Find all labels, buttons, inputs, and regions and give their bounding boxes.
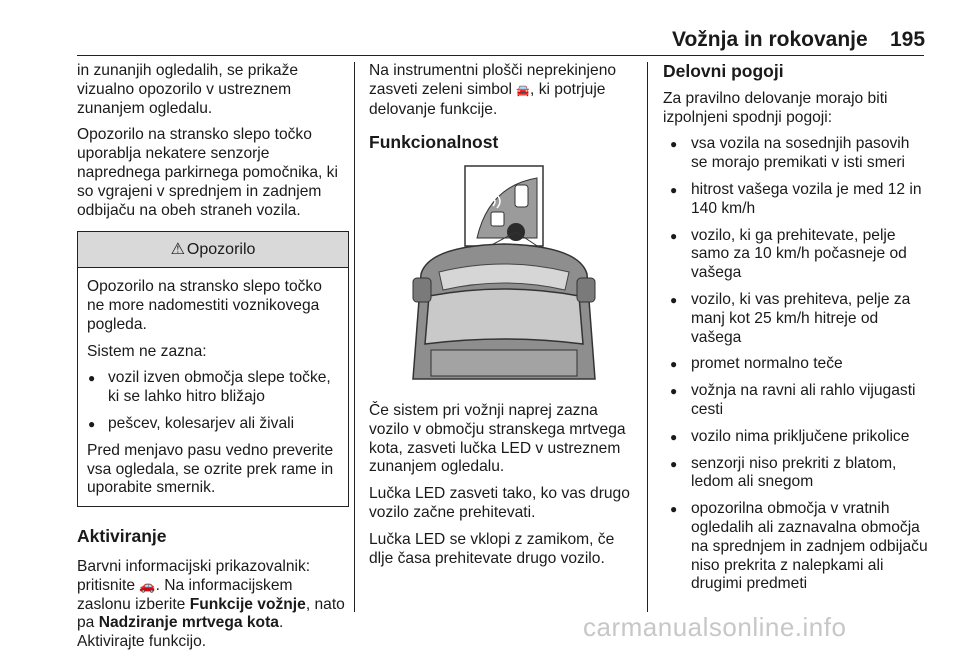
warning-text: Sistem ne zazna:: [87, 342, 207, 360]
warning-header: [78, 232, 348, 268]
warning-list: [87, 369, 342, 433]
list-item: ● vozilo nima priključene prikolice: [663, 428, 929, 447]
rear-window: [425, 289, 583, 344]
paragraph: Opozorilo na stransko slepo točko uporablja nekatere senzorje naprednega parkirnega pomočnika, ki so vgrajeni v sprednjem in zadnjem odbijaču na obeh straneh vozila.: [77, 126, 338, 219]
column-2: [369, 62, 639, 576]
right-mirror: [577, 278, 595, 302]
menu-item-name: Funkcije vožnje: [189, 595, 306, 613]
left-mirror: [413, 278, 431, 302]
vehicle-settings-icon: 🚗: [139, 577, 156, 593]
text-span: pritisnite: [77, 576, 140, 594]
warning-text: Pred menjavo pasu vedno preverite vsa ogledala, se ozrite prek rame in uporabite smernik.: [87, 441, 334, 497]
menu-item-name: Nadziranje mrtvega kota: [98, 614, 279, 632]
warning-title: Opozorilo: [186, 241, 256, 259]
side-blind-zone-icon: 🚘: [516, 84, 531, 97]
column-3: [663, 62, 929, 602]
warning-text: Opozorilo na stransko slepo točko ne more nadomestiti voznikovega pogleda.: [87, 278, 322, 333]
paragraph: Lučka LED se vklopi z zamikom, če dlje časa prehitevate drugo vozilo.: [369, 530, 615, 567]
text-span: Aktivirajte funkcijo.: [77, 633, 207, 651]
section-heading-functionality: Funkcionalnost: [369, 132, 499, 153]
list-item: ● pešcev, kolesarjev ali živali: [87, 415, 342, 434]
list-item: ● promet normalno teče: [663, 355, 929, 374]
text-span: Barvni informacijski prikazovalnik:: [77, 557, 311, 575]
paragraph: [369, 62, 639, 119]
activation-text: [77, 558, 349, 652]
text-span: .: [278, 614, 284, 632]
text-span: Na instrumentni plošči neprekinjeno zasveti zeleni simbol: [369, 62, 617, 98]
section-heading-operating-conditions: Delovni pogoji: [663, 61, 784, 81]
column-1: [77, 62, 349, 652]
column-divider: [647, 62, 648, 612]
paragraph: Če sistem pri vožnji naprej zazna vozilo v območju stranskega mrtvega kota, zasveti lučka LED v ustreznem zunanjem ogledalu.: [369, 401, 626, 476]
car-illustration-svg: [369, 164, 639, 386]
list-item: ● senzorji niso prekriti z blatom, ledom ali snegom: [663, 455, 929, 493]
conditions-list: [663, 135, 929, 594]
page-number: 195: [890, 28, 926, 51]
text-span: , ki potrjuje delovanje funkcije.: [369, 80, 606, 118]
mirror-car-icon-2: [491, 212, 504, 226]
mirror-car-icon: [515, 185, 528, 207]
list-item: ● vožnja na ravni ali rahlo vijugasti cesti: [663, 382, 929, 420]
header-rule: [77, 55, 924, 56]
list-item: ● hitrost vašega vozila je med 12 in 140 km/h: [663, 181, 929, 219]
warning-box: [77, 231, 349, 507]
section-heading-activation: Aktiviranje: [77, 526, 167, 547]
tailgate: [431, 350, 577, 376]
warning-triangle-icon: ⚠: [170, 241, 185, 259]
text-span: , nato pa: [77, 595, 345, 632]
running-header-title: Vožnja in rokovanje: [672, 28, 868, 51]
warning-body: [78, 268, 348, 506]
list-item: ● opozorilna območja v vratnih ogledalih ali zaznavalna območja na sprednjem in zadnjem odbijaču niso prekrita z nalepkami ali drugimi predmeti: [663, 500, 929, 594]
list-item: ● vozil izven območja slepe točke, ki se lahko hitro bližajo: [87, 369, 342, 407]
paragraph: in zunanjih ogledalih, se prikaže vizualno opozorilo v ustreznem zunanjem ogledalu.: [77, 62, 299, 117]
paragraph: Lučka LED zasveti tako, ko vas drugo vozilo začne prehitevati.: [369, 485, 630, 521]
watermark: carmanualsonline.info: [583, 612, 847, 642]
car-rear-mirror-illustration: [369, 164, 639, 392]
column-divider: [354, 62, 355, 612]
list-item: ● vsa vozila na sosednjih pasovih se morajo premikati v isti smeri: [663, 135, 929, 173]
paragraph: Za pravilno delovanje morajo biti izpolnjeni spodnji pogoji:: [663, 89, 888, 126]
text-span: . Na informacijskem zaslonu izberite: [77, 576, 293, 613]
list-item: ● vozilo, ki ga prehitevate, pelje samo za 10 km/h počasneje od vašega: [663, 227, 929, 283]
list-item: ● vozilo, ki vas prehiteva, pelje za manj kot 25 km/h hitreje od vašega: [663, 291, 929, 347]
